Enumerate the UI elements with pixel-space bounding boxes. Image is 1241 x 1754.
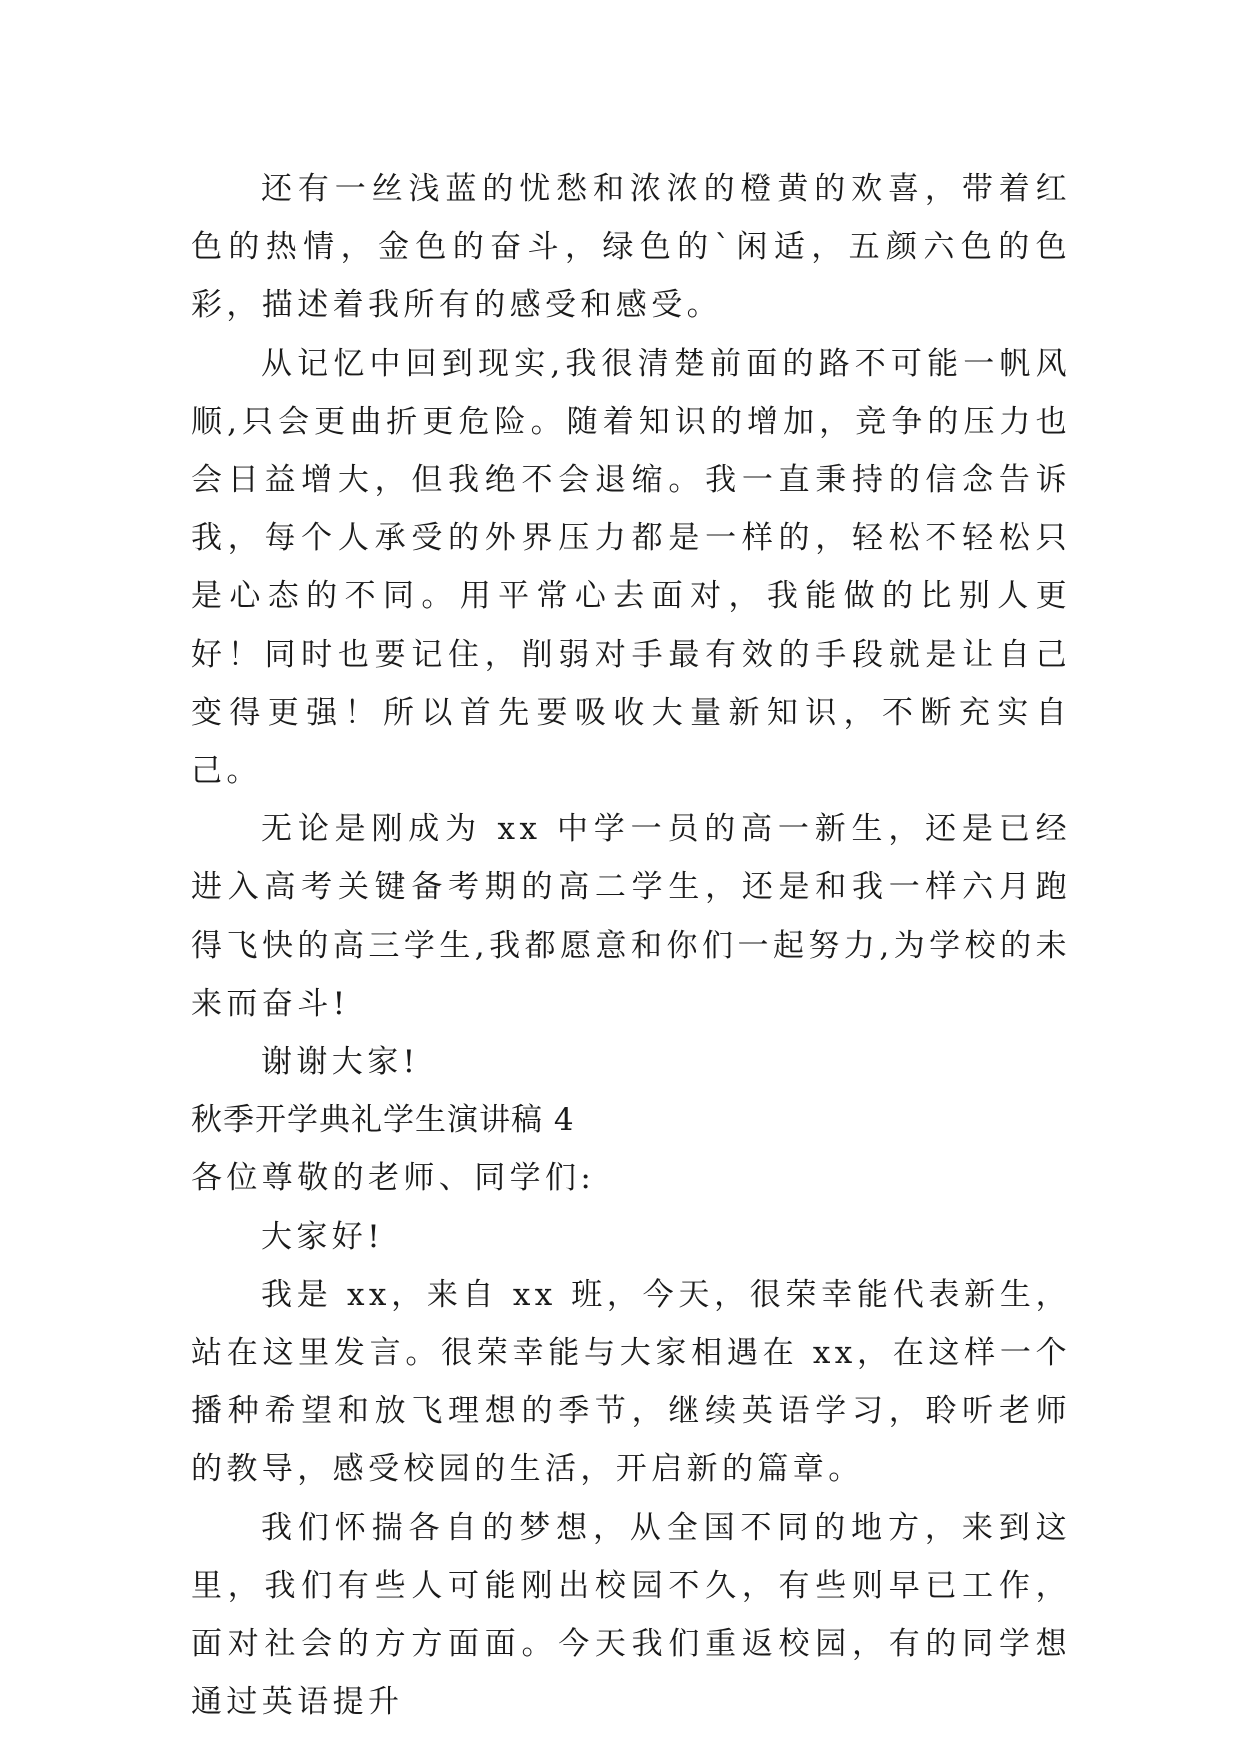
greeting: 大家好!: [261, 1218, 385, 1255]
section-heading: 秋季开学典礼学生演讲稿 4: [191, 1102, 575, 1139]
paragraph-introduction: 我是 xx，来自 xx 班，今天，很荣幸能代表新生，站在这里发言。很荣幸能与大家相遇在 xx，在这样一个播种希望和放飞理想的季节，继续英语学习，聆听老师的教导，感受校园的生活，开启新的篇章。: [191, 1276, 1071, 1488]
paragraph-thanks: 谢谢大家!: [261, 1044, 420, 1081]
document-page: [191, 160, 1071, 1731]
paragraph-colors-feelings: 还有一丝浅蓝的忧愁和浓浓的橙黄的欢喜，带着红色的热情，金色的奋斗，绿色的`闲适，五颜六色的色彩，描述着我所有的感受和感受。: [191, 171, 1071, 324]
paragraph-dreams: 我们怀揣各自的梦想，从全国不同的地方，来到这里，我们有些人可能刚出校园不久，有些则早已工作，面对社会的方方面面。今天我们重返校园，有的同学想通过英语提升: [191, 1509, 1071, 1721]
paragraph-back-to-reality: 从记忆中回到现实,我很清楚前面的路不可能一帆风顺,只会更曲折更危险。随着知识的增加，竞争的压力也会日益增大，但我绝不会退缩。我一直秉持的信念告诉我，每个人承受的外界压力都是一样的，轻松不轻松只是心态的不同。用平常心去面对，我能做的比别人更好！同时也要记住，削弱对手最有效的手段就是让自己变得更强！所以首先要吸收大量新知识，不断充实自己。: [191, 345, 1071, 790]
paragraph-all-students: 无论是刚成为 xx 中学一员的高一新生，还是已经进入高考关键备考期的高二学生，还是和我一样六月跑得飞快的高三学生,我都愿意和你们一起努力,为学校的未来而奋斗!: [191, 811, 1071, 1022]
salutation: 各位尊敬的老师、同学们:: [191, 1160, 596, 1197]
